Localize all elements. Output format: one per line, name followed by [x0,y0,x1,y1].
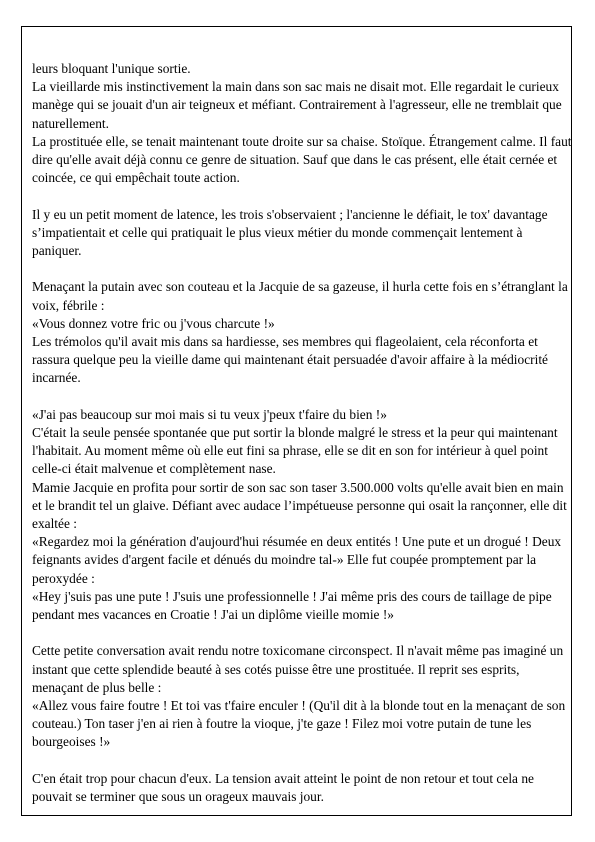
paragraph-gap [32,752,574,770]
paragraph-gap [32,388,574,406]
paragraph-gap [32,624,574,642]
paragraph: «Regardez moi la génération d'aujourd'hui résumée en deux entités ! Une pute et un drogué ! Deux feignants avides d'argent facile et dénués du moindre tal-» Elle fut coupée promptement par la peroxydée : [32,534,562,586]
paragraph: «Hey j'suis pas une pute ! J'suis une professionnelle ! J'ai même pris des cours de taillage de pipe pendant mes vacances en Croatie ! J'ai un diplôme vieille momie !» [32,588,552,623]
paragraph: La prostituée elle, se tenait maintenant toute droite sur sa chaise. Stoïque. Étrangement calme. Il faut dire qu'elle avait déjà connu ce genre de situation. Sauf que dans le cas présent, elle était cernée et coincée, ce qui empêchait toute action. [32,133,572,186]
paragraph-gap [32,260,574,278]
paragraph: leurs bloquant l'unique sortie. [32,61,191,76]
paragraph: Cette petite conversation avait rendu notre toxicomane circonspect. Il n'avait même pas imaginé un instant que cette splendide beauté à ses cotés puisse être une prostituée. Il reprit ses esprits, menaçant de plus belle : [32,643,564,695]
paragraph: Les trémolos qu'il avait mis dans sa hardiesse, ses membres qui flageolaient, cela réconforta et rassura quelque peu la vieille dame qui maintenant était persuadée d'avoir affaire à la médiocrité incarnée. [32,334,548,386]
paragraph: «Vous donnez votre fric ou j'vous charcute !» [32,315,275,331]
paragraph: C'était la seule pensée spontanée que put sortir la blonde malgré le stress et la peur qui maintenant l'habitait. Au moment même où elle eut fini sa phrase, elle se dit en son for intérieur à quel point celle-ci était malvenue et complètement nase. [32,425,558,477]
paragraph: «J'ai pas beaucoup sur moi mais si tu veux j'peux t'faire du bien !» [32,406,387,422]
paragraph: C'en était trop pour chacun d'eux. La tension avait atteint le point de non retour et tout cela ne pouvait se terminer que sous un orageux mauvais jour. [32,770,534,805]
paragraph: Menaçant la putain avec son couteau et la Jacquie de sa gazeuse, il hurla cette fois en s’étranglant la voix, fébrile : [32,279,568,313]
paragraph: Mamie Jacquie en profita pour sortir de son sac son taser 3.500.000 volts qu'elle avait bien en main et le brandit tel un glaive. Défiant avec audace l’impétueuse personne qui osait la rançonner, elle dit exaltée : [32,479,567,532]
paragraph: Il y eu un petit moment de latence, les trois s'observaient ; l'ancienne le défiait, le tox' davantage s’impatientait et celle qui pratiquait le plus vieux métier du monde commençait lentement à paniquer. [32,206,548,259]
paragraph: La vieillarde mis instinctivement la main dans son sac mais ne disait mot. Elle regardait le curieux manège qui se jouait d'un air teigneux et méfiant. Contrairement à l'agresseur, elle ne tremblait que naturellement. [32,79,562,131]
paragraph-gap [32,187,574,205]
paragraph: «Allez vous faire foutre ! Et toi vas t'faire enculer ! (Qu'il dit à la blonde tout en la menaçant de son couteau.) Ton taser j'en ai rien à foutre la vioque, j'te gaze ! Filez moi votre putain de tune les bourgeoises !» [32,698,566,750]
document-body [32,60,574,806]
